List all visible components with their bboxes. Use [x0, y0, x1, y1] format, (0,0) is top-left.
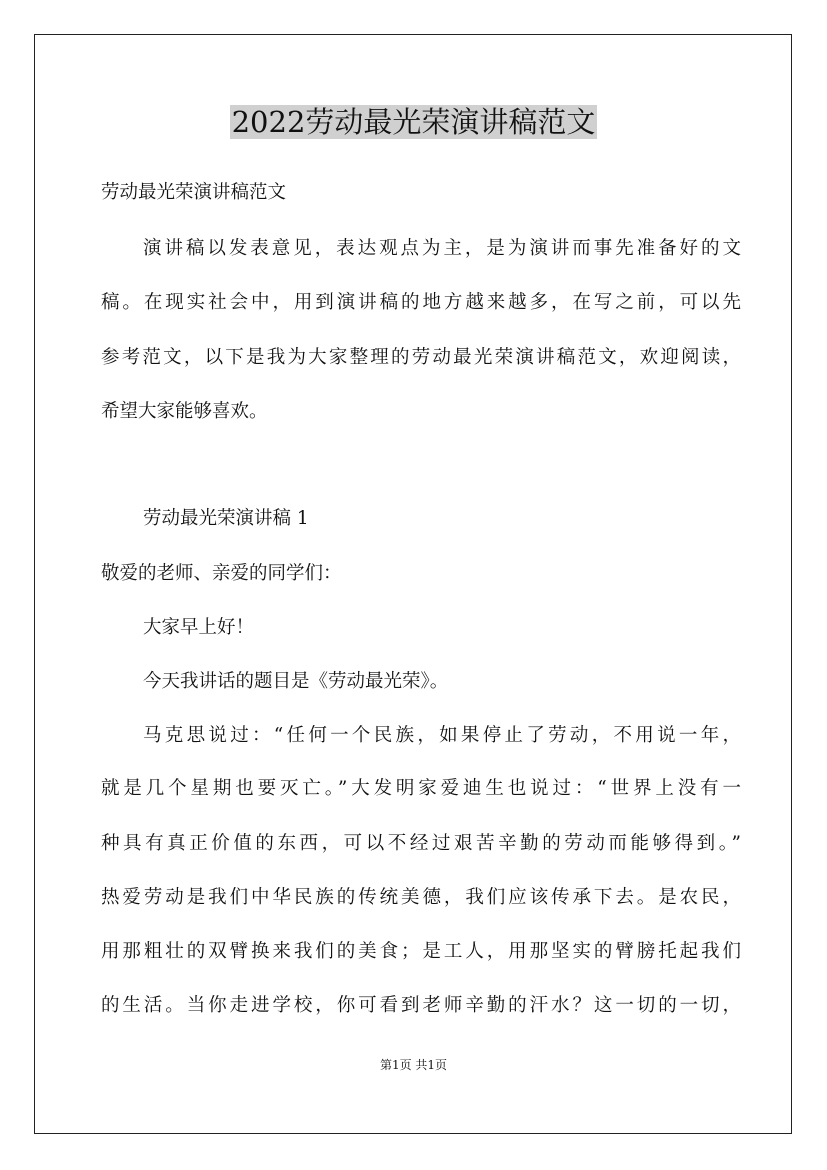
greeting: 大家早上好！: [143, 617, 255, 638]
body-line-2: 就是几个星期也要灭亡。”大发明家爱迪生也说过：“世界上没有一: [101, 778, 741, 799]
section-heading: 劳动最光荣演讲稿 1: [143, 508, 309, 529]
intro-line-4: 希望大家能够喜欢。: [101, 401, 268, 422]
body-line-3: 种具有真正价值的东西，可以不经过艰苦辛勤的劳动而能够得到。”: [101, 833, 741, 854]
intro-line-2: 稿。在现实社会中，用到演讲稿的地方越来越多，在写之前，可以先: [101, 292, 741, 313]
intro-line-3: 参考范文，以下是我为大家整理的劳动最光荣演讲稿范文，欢迎阅读，: [101, 347, 741, 368]
intro-line-1: 演讲稿以发表意见，表达观点为主，是为演讲而事先准备好的文: [143, 238, 741, 259]
salutation: 敬爱的老师、亲爱的同学们：: [101, 563, 342, 584]
topic: 今天我讲话的题目是《劳动最光荣》。: [143, 671, 449, 692]
body-line-1: 马克思说过：“任何一个民族，如果停止了劳动，不用说一年，: [143, 725, 741, 746]
body-line-6: 的生活。当你走进学校，你可看到老师辛勤的汗水？这一切的一切，: [101, 995, 741, 1016]
body-line-5: 用那粗壮的双臂换来我们的美食；是工人，用那坚实的臂膀托起我们: [101, 941, 741, 962]
page-number-footer: 第1页 共1页: [379, 1058, 448, 1072]
body-line-4: 热爱劳动是我们中华民族的传统美德，我们应该传承下去。是农民，: [101, 887, 741, 908]
subtitle: 劳动最光荣演讲稿范文: [101, 182, 287, 203]
document-title: 2022劳动最光荣演讲稿范文: [231, 105, 596, 139]
